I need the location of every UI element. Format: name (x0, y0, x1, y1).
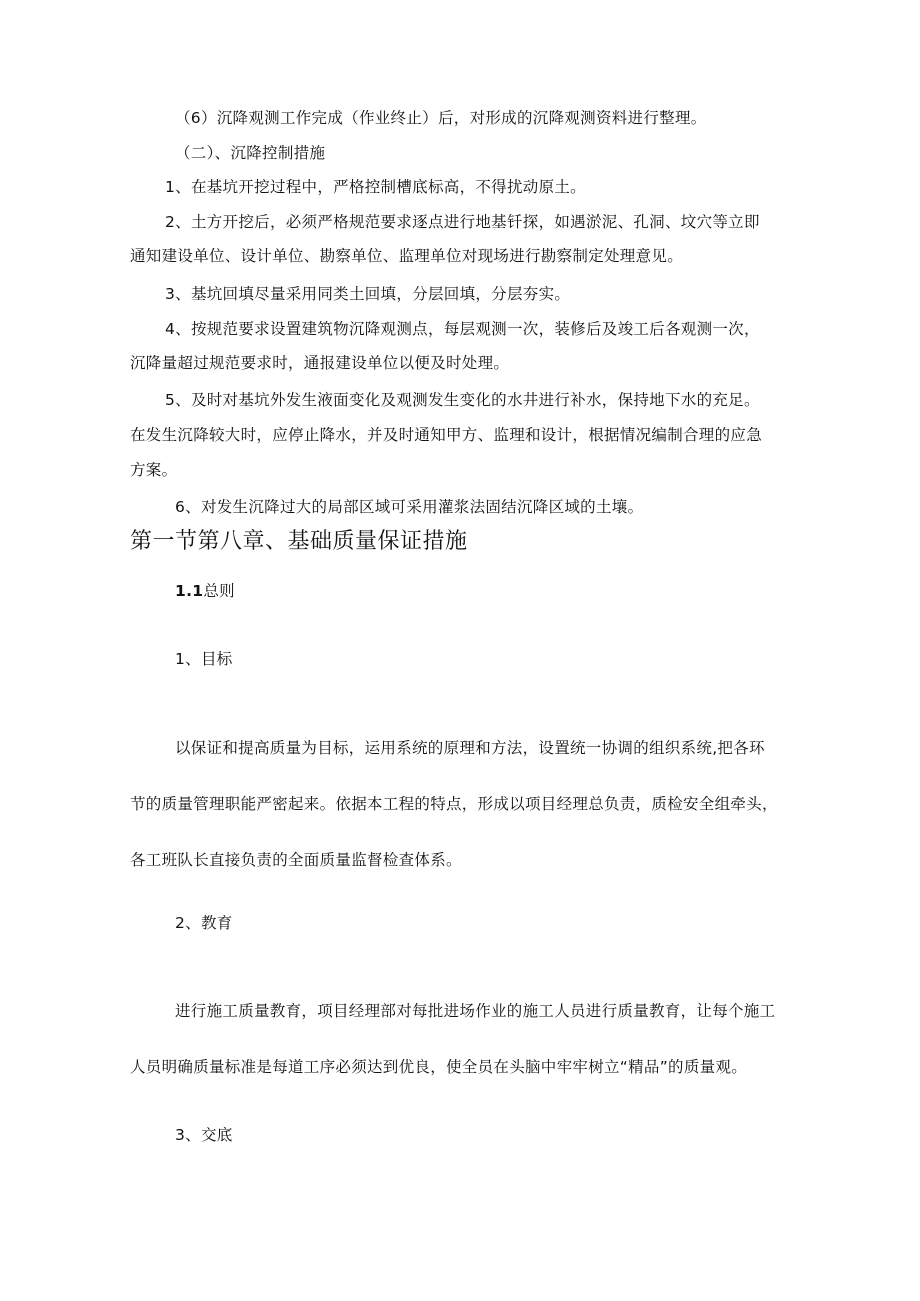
paragraph-settlement-observation-6: （6）沉降观测工作完成（作业终止）后，对形成的沉降观测资料进行整理。 (175, 109, 707, 127)
list-item-2-line-1: 2、土方开挖后，必须严格规范要求逐点进行地基钎探，如遇淤泥、孔洞、坟穴等立即 (165, 213, 760, 231)
subsection-label: 总则 (203, 582, 235, 600)
list-item-6: 6、对发生沉降过大的局部区域可采用灌浆法固结沉降区域的土壤。 (175, 498, 644, 516)
goal-paragraph-line-2: 节的质量管理职能严密起来。依据本工程的特点，形成以项目经理总负责，质检安全组牵头， (130, 795, 778, 813)
list-item-5-line-3: 方案。 (130, 461, 178, 479)
heading-goal: 1、目标 (175, 650, 233, 668)
list-item-4-line-2: 沉降量超过规范要求时，通报建设单位以便及时处理。 (130, 354, 510, 372)
list-item-5-line-2: 在发生沉降较大时，应停止降水，并及时通知甲方、监理和设计，根据情况编制合理的应急 (130, 426, 763, 444)
subsection-number: 1.1 (175, 582, 204, 600)
subsection-title (175, 581, 235, 601)
list-item-3: 3、基坑回填尽量采用同类土回填，分层回填，分层夯实。 (165, 285, 571, 303)
goal-paragraph-line-1: 以保证和提高质量为目标，运用系统的原理和方法，设置统一协调的组织系统,把各环 (175, 739, 765, 757)
education-paragraph-line-1: 进行施工质量教育，项目经理部对每批进场作业的施工人员进行质量教育，让每个施工 (175, 1002, 776, 1020)
list-item-2-line-2: 通知建设单位、设计单位、勘察单位、监理单位对现场进行勘察制定处理意见。 (130, 247, 684, 265)
list-item-1: 1、在基坑开挖过程中，严格控制槽底标高，不得扰动原土。 (165, 178, 586, 196)
education-paragraph-line-2: 人员明确质量标准是每道工序必须达到优良，使全员在头脑中牢牢树立“精品”的质量观。 (130, 1058, 748, 1076)
goal-paragraph-line-3: 各工班队长直接负责的全面质量监督检查体系。 (130, 851, 462, 869)
section-heading: 第一节第八章、基础质量保证措施 (130, 529, 468, 554)
subheading-settlement-control: （二）、沉降控制措施 (175, 144, 326, 162)
heading-briefing: 3、交底 (175, 1126, 233, 1144)
list-item-5-line-1: 5、及时对基坑外发生液面变化及观测发生变化的水井进行补水，保持地下水的充足。 (165, 391, 760, 409)
heading-education: 2、教育 (175, 914, 233, 932)
list-item-4-line-1: 4、按规范要求设置建筑物沉降观测点，每层观测一次，装修后及竣工后各观测一次， (165, 320, 760, 338)
